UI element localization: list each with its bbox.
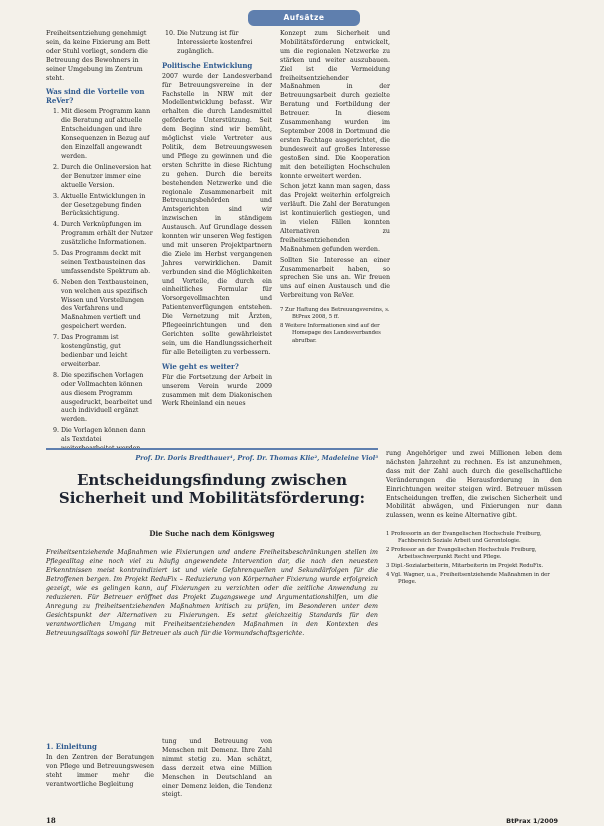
article-column-1 [46,738,154,812]
footnote: 4 Vgl. Wagner, u.a., Freiheitsentziehende Maßnahmen in der Pflege. [386,571,550,585]
list-item: 6. Neben den Textbausteinen, von welchen aus spezifisch Wissen und Vorstellungen des Verfahrens und Maßnahmen vertieft und gespeichert werden. [61,279,154,332]
journal-footer: BtPrax 1/2009 [506,817,558,825]
col2-paragraph: 2007 wurde der Landesverband für Betreuungsvereine in der Fachstelle in NRW mit der Modellentwicklung befasst. Wir erhalten die durch Landesmittel geförderte Unterstützung. Seit dem Beginn sind wir bemüht, möglichst viele Vertreter aus Politik, dem Betreuungswesen und Pflege zu gewinnen und die ersten Schritte in diese Richtung zu gehen. Durch die bereits bestehenden Netzwerke und die regionale Zusammenarbeit mit Betreuungsbehörden und Amtsgerichten sind wir inzwischen in ständigem Austausch. Auf Grundlage dessen konnten wir unseren Weg festigen und mit unseren Projektpartnern die Ziele im Herbst vergangenen Jahres verwirklichen. Damit verbunden sind die Möglichkeiten und Vorteile, die durch ein einheitliches Formular für Vorsorgevollmachten und Patientenverfügungen entstehen. Die Vernetzung mit Ärzten, Pflegeeinrichtungen und den Gerichten sollte gewährleistet sein, um die Handlungssicherheit für alle Beteiligten zu verbessern. [162,72,272,356]
article-column-3 [386,450,562,810]
section-badge: Aufsätze [248,10,360,26]
article-col3-text: rung Angehöriger und zwei Millionen leben dem nächsten Jahrzehnt zu rechnen. Es ist anzunehmen, dass mit der Zahl auch durch die gesellschaftliche Veränderungen die Herausforderung in den Einrichtungen weiter steigen wird. Betreuer müssen Entscheidungen treffen, die zwischen Sicherheit und Mobilität abwägen, und Fixierungen nur dann zulassen, wenn es keine Alternative gibt. [386,450,562,520]
col2-paragraph-2: Für die Fortsetzung der Arbeit in unserem Verein wurde 2009 zusammen mit dem Diakonischen Werk Rheinland ein neues [162,373,272,408]
article-rule [46,448,378,450]
list-item: 9. Die Vorlagen können dann als Textdatei [61,427,154,454]
col3-paragraph-2: Schon jetzt kann man sagen, dass das Projekt weiterhin erfolgreich verläuft. Die Zahl der Beratungen ist kontinuierlich gestiegen, und in vielen Fällen konnten Alternativen zu freiheitsentziehenden Maßnahmen gefunden werden. [280,183,390,253]
article-subtitle: Die Suche nach dem Königsweg [149,529,275,538]
footnote: 7 Zur Haftung des Betreuungsvereins, s. BtPrax 2008, 5 ff. [280,307,390,321]
col3-footnotes [280,307,390,345]
col1-heading: Was sind die Vorteile von ReVer? [46,87,145,106]
col2-heading: Politische Entwicklung [162,60,253,70]
article-col2-text: tung und Betreuung von Menschen mit Demenz. Ihre Zahl nimmt stetig zu. Man schätzt, dass derzeit etwa eine Million Menschen in Deutschland an einer Demenz leiden, die Tendenz steigt. [162,738,272,799]
column-3 [280,30,390,422]
list-item: 4. Durch Verknüpfungen im Programm erhält der Nutzer zusätzliche Informationen. [61,221,154,248]
footnote: 2 Professor an der Evangelischen Hochschule Freiburg, Arbeitsschwerpunkt Recht und Pflege. [386,547,537,561]
list-item: 7. Das Programm ist kostengünstig, gut bedienbar und leicht erweiterbar. [61,334,154,370]
page-number: 18 [46,816,56,825]
list-item: 10. Die Nutzung ist für Interessierte kostenfrei zugänglich. [177,30,272,57]
list-item: 1. Mit diesem Programm kann die Beratung auf aktuelle Entscheidungen und ihre Konsequenzen in Bezug auf den Einzelfall angewandt werden. [61,108,154,161]
col3-paragraph-1: Konzept zum Sicherheit und Mobilitätsförderung entwickelt, um die regionalen Netzwerke zu stärken und weiter auszubauen. Ziel ist die Vermeidung freiheitsentziehender Maßnahmen in der Betreuungsarbeit durch gezielte Beratung und Fortbildung der Betreuer. In diesem Zusammenhang wurden im September 2008 in Dortmund die ersten Fachtage ausgerichtet, die bundesweit auf großes Interesse gestoßen sind. Die Kooperation mit den beteiligten Hochschulen konnte erweitert werden. [280,30,390,180]
article-column-2 [162,738,272,812]
article-footnotes [386,531,562,586]
column-2 [162,30,272,422]
benefits-list-cont [162,30,272,57]
col2-heading-2: Wie geht es weiter? [162,361,239,371]
list-item: 5. Das Programm deckt mit seinen Textbausteinen das umfassendste Spektrum ab. [61,250,154,277]
article-authors: Prof. Dr. Doris Bredthauer¹, Prof. Dr. Thomas Klie², Madeleine Viol³ [135,454,378,462]
list-item: 2. Durch die Onlineversion hat der Benutzer immer eine aktuelle Version. [61,164,154,191]
footnote: 8 Weitere Informationen sind auf der Homepage des Landesverbandes abrufbar. [280,323,381,344]
article-abstract: Freiheitsentziehende Maßnahmen wie Fixierungen und andere Freiheitsbeschränkungen stellen im Pflegealltag eine noch viel zu häufig angewendete Intervention dar, die nach den neuesten Erkenntnissen meist kontraindiziert ist und viele Gefahrenquellen und Sekundärfolgen für die Betroffenen bergen. Im Projekt ReduFix – Reduzierung von Körpernaher Fixierung wurde erfolgreich gezeigt, wie es gelingen kann, auf Fixierungen zu verzichten oder die zeitliche Anwendung zu reduzieren. Für Betreuer eröffnet das Projekt Zugangswege und Argumentationshilfen, um die Anregung zu freiheitsentziehenden Maßnahmen kritisch zu prüfen, im Besonderen unter dem Gesichtspunkt der Alternativen zu Fixierungen. Es setzt gleichzeitig Standards für den verantwortlichen Umgang mit Freiheitsentziehenden Maßnahmen in den Kontexten des Betreuungsalltags sowohl für Betreuer als auch für die Vormundschaftsgerichte. [46,549,378,637]
col3-paragraph-3: Sollten Sie Interesse an einer Zusammenarbeit haben, so sprechen Sie uns an. Wir freuen uns auf einen Austausch und die Verbreitung von ReVer. [280,256,390,300]
footnote: 1 Professorin an der Evangelischen Hochschule Freiburg, Fachbereich Soziale Arbeit und Gerontologie. [386,531,542,545]
column-1 [46,30,154,444]
col1-intro: Freiheitsentziehung genehmigt sein, da keine Fixierung am Bett oder Stuhl vorliegt, sondern die Betreuung des Bewohners in seiner Umgebung im Zentrum steht. [46,30,151,82]
list-item: 8. Die spezifischen Vorlagen oder Vollmachten können aus diesem Programm ausgedruckt, bearbeitet und auch individuell ergänzt werden. [61,372,154,425]
list-item: 3. Aktuelle Entwicklungen in der Gesetzgebung finden Berücksichtigung. [61,193,154,220]
introduction-heading: 1. Einleitung [46,742,97,751]
benefits-list [46,108,154,454]
footnote: 3 Dipl.-Sozialarbeiterin, Mitarbeiterin im Projekt ReduFix. [386,563,544,570]
article-title: Entscheidungsfindung zwischen Sicherheit und Mobilitätsförderung: [58,471,366,507]
article-col1-text: In den Zentren der Beratungen von Pflege und Betreuungswesen steht immer mehr die verantwortliche Begleitung [46,754,154,788]
